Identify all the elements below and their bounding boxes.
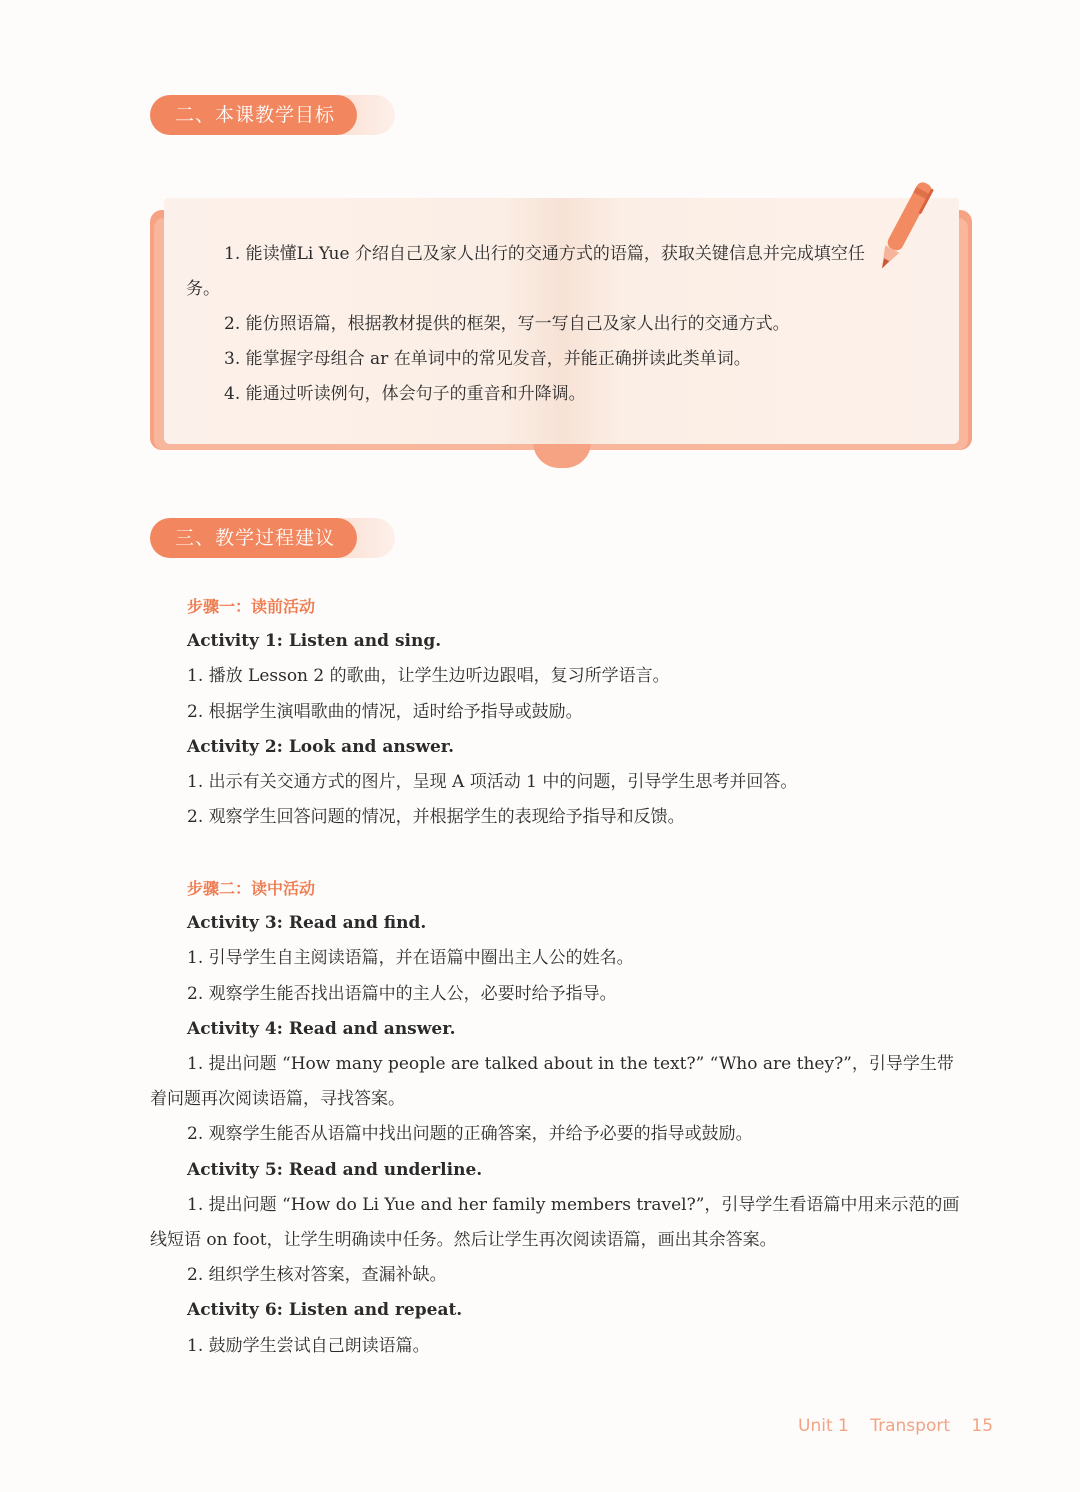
- step-one-block: [150, 589, 965, 835]
- activity-title: Activity 4: Read and answer.: [187, 1018, 456, 1039]
- activity-title: Activity 5: Read and underline.: [187, 1159, 483, 1180]
- step-title: 步骤二：读中活动: [187, 879, 316, 898]
- activity-item: 2. 组织学生核对答案，查漏补缺。: [187, 1265, 447, 1286]
- objective-item: 4. 能通过听读例句，体会句子的重音和升降调。: [224, 384, 586, 404]
- activity-item: 2. 观察学生能否找出语篇中的主人公，必要时给予指导。: [187, 983, 617, 1004]
- footer-topic: Transport: [870, 1416, 951, 1436]
- activity-item: 1. 播放 Lesson 2 的歌曲，让学生边听边跟唱，复习所学语言。: [187, 666, 670, 687]
- book-spine-bottom: [533, 442, 591, 468]
- activity-item: 1. 鼓励学生尝试自己朗读语篇。: [187, 1335, 430, 1356]
- activity-item: 2. 根据学生演唱歌曲的情况，适时给予指导或鼓励。: [187, 701, 583, 722]
- activity-item: 2. 观察学生回答问题的情况，并根据学生的表现给予指导和反馈。: [187, 807, 685, 828]
- activity-item: 1. 提出问题 “How do Li Yue and her family members travel?”，引导学生看语篇中用来示范的画线短语 on foot，让学生明确读中任务。然后让学生再次阅读语篇，画出其余答案。: [150, 1194, 960, 1251]
- step-two-block: [150, 871, 965, 1364]
- activity-title: Activity 2: Look and answer.: [187, 736, 455, 757]
- section-header-process: [150, 518, 395, 558]
- page-number: 15: [971, 1416, 994, 1436]
- step-title: 步骤一：读前活动: [187, 597, 316, 616]
- activity-title: Activity 3: Read and find.: [187, 913, 427, 934]
- activity-item: 1. 出示有关交通方式的图片，呈现 A 项活动 1 中的问题，引导学生思考并回答。: [187, 772, 798, 793]
- objective-item: 3. 能掌握字母组合 ar 在单词中的常见发音，并能正确拼读此类单词。: [224, 349, 751, 369]
- section-title: 二、本课教学目标: [150, 95, 357, 135]
- page-footer: [798, 1416, 1009, 1436]
- section-title: 三、教学过程建议: [150, 518, 357, 558]
- section-header-objectives: [150, 95, 395, 135]
- activity-item: 2. 观察学生能否从语篇中找出问题的正确答案，并给予必要的指导或鼓励。: [187, 1124, 753, 1145]
- activity-title: Activity 1: Listen and sing.: [187, 631, 442, 652]
- objective-item: 2. 能仿照语篇，根据教材提供的框架，写一写自己及家人出行的交通方式。: [224, 314, 790, 334]
- footer-unit: Unit 1: [798, 1416, 849, 1436]
- activity-item: 1. 引导学生自主阅读语篇，并在语篇中圈出主人公的姓名。: [187, 948, 634, 969]
- activity-title: Activity 6: Listen and repeat.: [187, 1300, 463, 1321]
- activity-item: 1. 提出问题 “How many people are talked about in the text?” “Who are they?”，引导学生带着问题再次阅读语篇，寻找答案。: [150, 1054, 954, 1110]
- pen-icon: [872, 174, 936, 280]
- objective-item: 1. 能读懂Li Yue 介绍自己及家人出行的交通方式的语篇，获取关键信息并完成填空任务。: [186, 244, 865, 299]
- objectives-list: [186, 237, 866, 412]
